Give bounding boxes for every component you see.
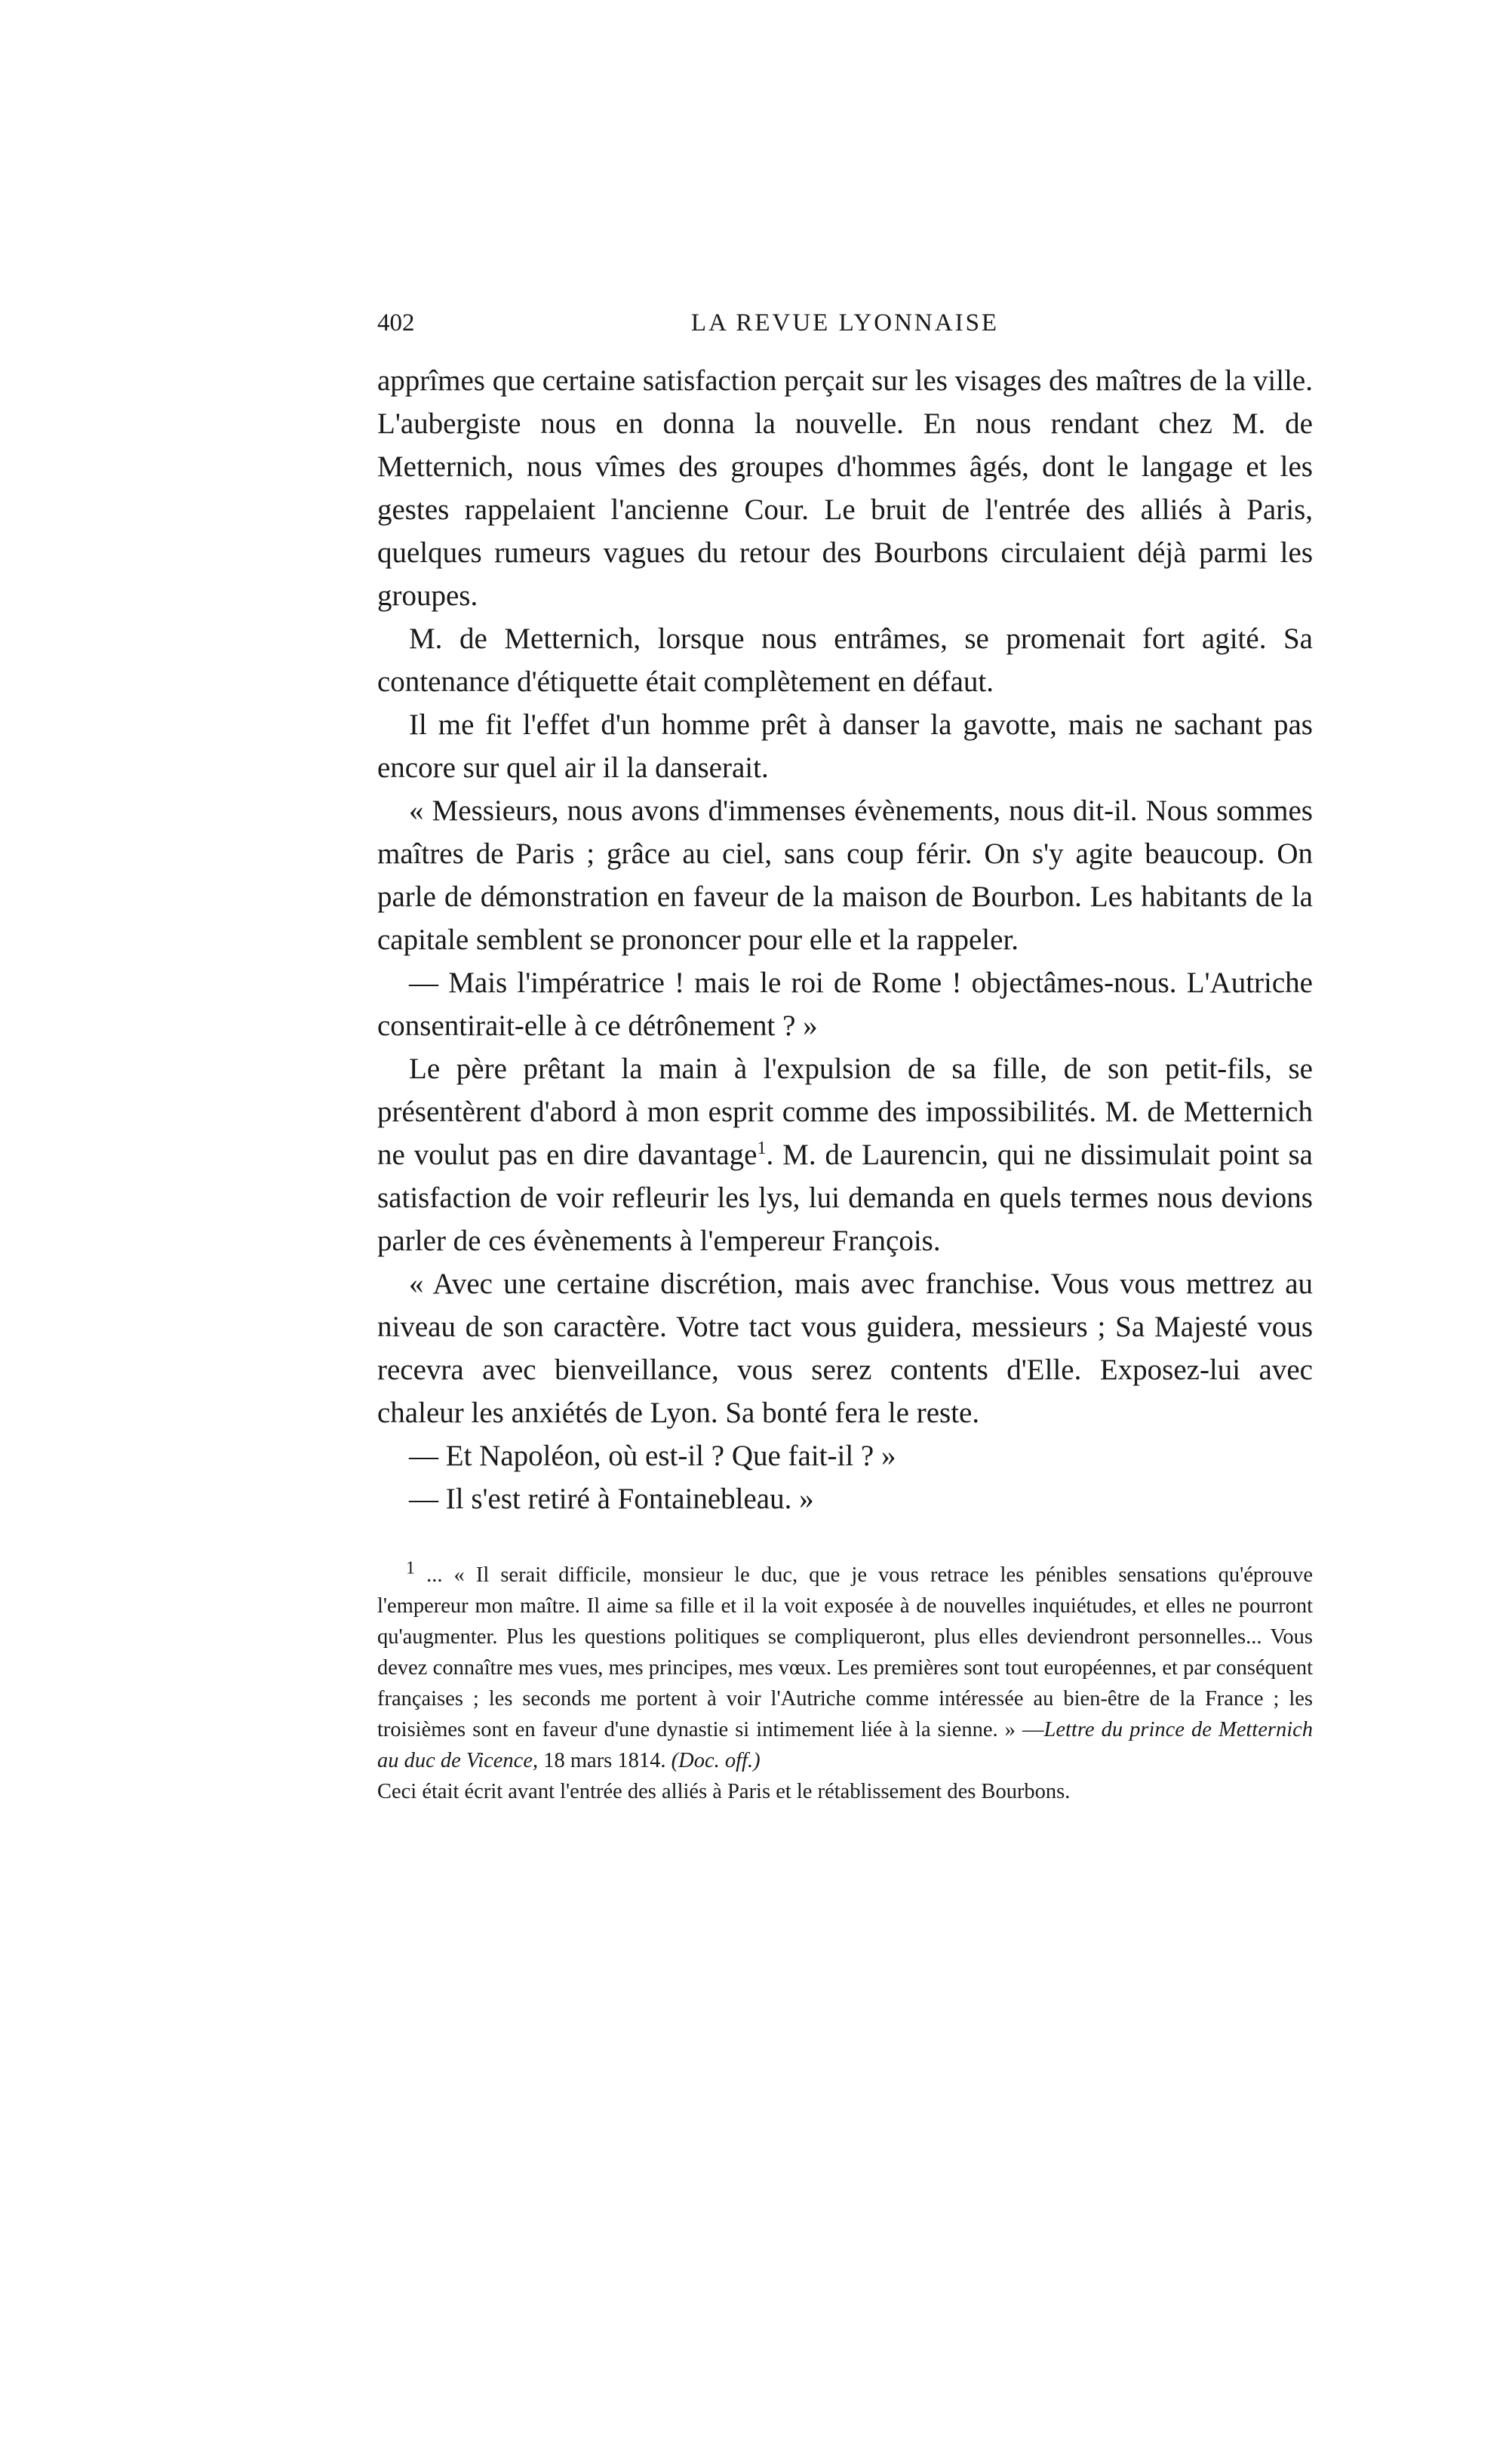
- footnote-text: [377, 1560, 1313, 1776]
- paragraph: — Il s'est retiré à Fontainebleau. »: [409, 1483, 814, 1515]
- paragraph: — Et Napoléon, où est-il ? Que fait-il ? »: [409, 1440, 896, 1472]
- paragraph: M. de Metternich, lorsque nous entrâmes, se promenait fort agité. Sa contenance d'étiquette était complètement en défaut.: [377, 622, 1313, 698]
- running-head: [377, 309, 1313, 355]
- footnote-quote: ... « Il serait difficile, monsieur le duc, que je vous retrace les pénibles sensations qu'éprouve l'empereur mon maître. Il aime sa fille et il la voit exposée à de nouvelles inquiétudes, et elles ne pourront qu'augmenter. Plus les questions politiques se compliqueront, plus elles deviendront personnelles... Vous devez connaître mes vues, mes principes, mes vœux. Les premières sont tout européennes, et par conséquent françaises ; les seconds me portent à voir l'Autriche comme intéressée au bien-être de la France ; les troisièmes sont en faveur d'une dynastie si intimement liée à la sienne. »: [377, 1563, 1313, 1741]
- paragraph: apprîmes que certaine satisfaction perçait sur les visages des maîtres de la ville. L'aubergiste nous en donna la nouvelle. En nous rendant chez M. de Metternich, nous vîmes des groupes d'hommes âgés, dont le langage et les gestes rappelaient l'ancienne Cour. Le bruit de l'entrée des alliés à Paris, quelques rumeurs vagues du retour des Bourbons circulaient déjà parmi les groupes.: [377, 364, 1313, 612]
- footnote-closing: Ceci était écrit avant l'entrée des alliés à Paris et le rétablissement des Bourbons.: [377, 1780, 1071, 1803]
- paragraph-text: Le père prêtant la main à l'expulsion de sa fille, de son petit-fils, se présentèrent d'abord à mon esprit comme des impossibilités. M. de Metternich ne voulut pas en dire davantage: [377, 1053, 1313, 1171]
- paragraph: « Messieurs, nous avons d'immenses évènements, nous dit-il. Nous sommes maîtres de Paris ; grâce au ciel, sans coup férir. On s'y agite beaucoup. On parle de démonstration en faveur de la maison de Bourbon. Les habitants de la capitale semblent se prononcer pour elle et la rappeler.: [377, 795, 1313, 956]
- running-title: LA REVUE LYONNAISE: [690, 309, 1000, 337]
- page-number: 402: [377, 309, 415, 337]
- paragraph-with-note: [377, 1047, 1313, 1262]
- footnote-reference: 1: [757, 1139, 767, 1158]
- paragraph-text: . M. de Laurencin, qui ne dissimulait point sa satisfaction de voir refleurir les lys, lui demanda en quels termes nous devions parler de ces évènements à l'empereur François.: [377, 1139, 1313, 1257]
- paragraph: « Avec une certaine discrétion, mais avec franchise. Vous vous mettrez au niveau de son caractère. Votre tact vous guidera, messieurs ; Sa Majesté vous recevra avec bienveillance, vous serez contents d'Elle. Exposez-lui avec chaleur les anxiétés de Lyon. Sa bonté fera le reste.: [377, 1268, 1313, 1429]
- footnote-source-ref: (Doc. off.): [671, 1749, 761, 1772]
- footnote-source-title: Lettre du prince de Metternich au duc de Vicence,: [377, 1718, 1314, 1772]
- paragraph: Il me fit l'effet d'un homme prêt à danser la gavotte, mais ne sachant pas encore sur quel air il la danserait.: [377, 708, 1313, 784]
- book-page: [377, 309, 1313, 1807]
- footnote-source-dash: —: [1022, 1718, 1044, 1741]
- paragraph: — Mais l'impératrice ! mais le roi de Rome ! objectâmes-nous. L'Autriche consentirait-elle à ce détrônement ? »: [377, 967, 1313, 1042]
- footnote-source-date: 18 mars 1814.: [538, 1749, 671, 1772]
- footnote: [377, 1560, 1313, 1807]
- body-text: [377, 359, 1313, 1520]
- footnote-marker: 1: [406, 1558, 415, 1578]
